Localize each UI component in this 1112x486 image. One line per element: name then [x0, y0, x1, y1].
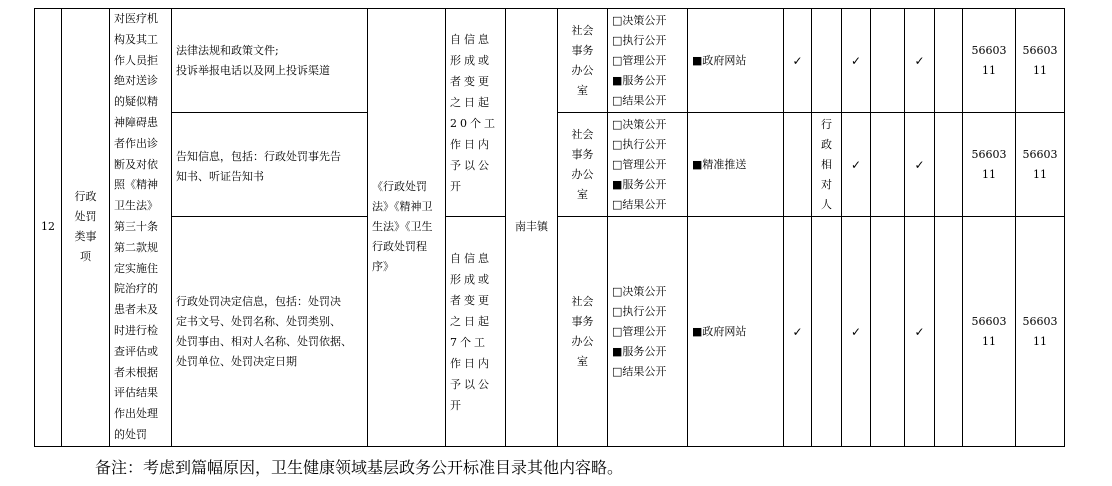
table-row [35, 9, 1065, 113]
time-limit-3: 自信息形成或者变更之日起7个工作日内予以公开 [446, 217, 506, 446]
channel-3: ■政府网站 [688, 217, 784, 446]
col-b-3 [871, 217, 905, 446]
row-number: 12 [35, 9, 62, 447]
options-3: □决策公开 □执行公开 □管理公开 ■服务公开 □结果公开 [608, 217, 688, 446]
col-c-2 [935, 113, 963, 217]
basis-description: 对医疗机构及其工作人员拒绝对送诊的疑似精神障碍患者作出诊断及对依照《精神卫生法》第三十条第二款规定实施住院治疗的患者未及时进行检查评估或者未根据评估结果作出处理的处罚 [110, 9, 172, 447]
footnote: 备注：考虑到篇幅原因，卫生健康领域基层政务公开标准目录其他内容略。 [95, 458, 624, 477]
col-c-3 [935, 217, 963, 446]
check-mark: ✓ [905, 9, 935, 113]
law-basis: 《行政处罚法》《精神卫生法》《卫生行政处罚程序》 [368, 9, 446, 447]
col-a-3 [812, 217, 842, 446]
check-mark: ✓ [842, 9, 871, 113]
item-category: 行政处罚类事项 [62, 9, 110, 447]
code-2b: 5660311 [1016, 113, 1065, 217]
options-2: □决策公开 □执行公开 □管理公开 ■服务公开 □结果公开 [608, 113, 688, 217]
content-2: 告知信息，包括：行政处罚事先告 知书、听证告知书 [172, 113, 368, 217]
content-1: 法律法规和政策文件; 投诉举报电话以及网上投诉渠道 [172, 9, 368, 113]
catalog-table [34, 8, 1065, 447]
check-mark: ✓ [784, 9, 812, 113]
channel-1: ■政府网站 [688, 9, 784, 113]
code-2a: 5660311 [963, 113, 1016, 217]
dept-3: 社会事务办公室 [558, 217, 608, 446]
code-3b: 5660311 [1016, 217, 1065, 446]
check-mark: ✓ [784, 217, 812, 446]
check-mark: ✓ [905, 217, 935, 446]
content-3: 行政处罚决定信息，包括：处罚决 定书文号、处罚名称、处罚类别、 处罚事由、相对人名称、处罚依据、 处罚单位、处罚决定日期 [172, 217, 368, 446]
col-a-2 [784, 113, 812, 217]
check-mark: ✓ [842, 113, 871, 217]
col-a-1 [812, 9, 842, 113]
dept-1: 社会事务办公室 [558, 9, 608, 113]
check-mark: ✓ [905, 113, 935, 217]
region: 南丰镇 [506, 9, 558, 447]
code-1a: 5660311 [963, 9, 1016, 113]
time-limit-1: 自信息形成或者变更之日起20个工作日内予以公开 [446, 9, 506, 217]
channel-2: ■精准推送 [688, 113, 784, 217]
col-c-1 [935, 9, 963, 113]
dept-2: 社会事务办公室 [558, 113, 608, 217]
code-1b: 5660311 [1016, 9, 1065, 113]
target-object: 行政相对人 [812, 113, 842, 217]
check-mark: ✓ [842, 217, 871, 446]
col-b-2 [871, 113, 905, 217]
code-3a: 5660311 [963, 217, 1016, 446]
options-1: □决策公开 □执行公开 □管理公开 ■服务公开 □结果公开 [608, 9, 688, 113]
col-b-1 [871, 9, 905, 113]
